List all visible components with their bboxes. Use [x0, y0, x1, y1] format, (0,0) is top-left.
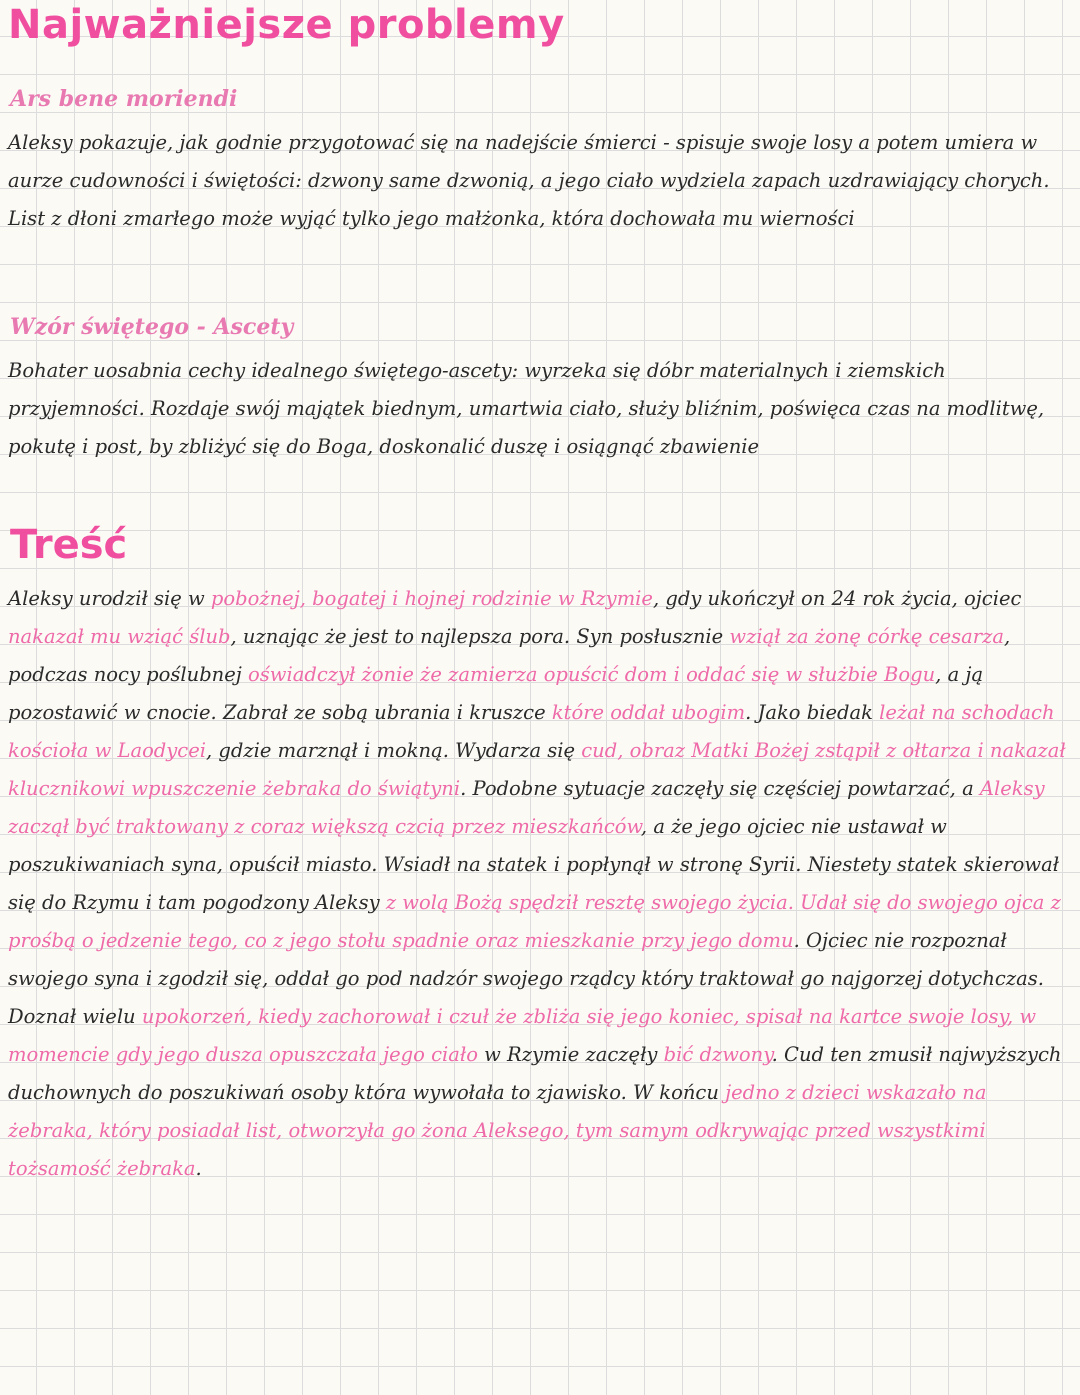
highlighted-text: pobożnej, bogatej i hojnej rodzinie w Rzymie — [210, 587, 653, 610]
content-segment: . Cud ten zmusił najwyższych duchownych do poszukiwań osoby która wywołała to zjawisko. W końcu — [8, 1043, 1062, 1104]
content-segment: , podczas nocy poślubnej — [8, 625, 1011, 686]
highlighted-text: wziął za żonę córkę cesarza — [729, 625, 1004, 648]
content-segment: w Rzymie zaczęły — [477, 1043, 664, 1066]
highlighted-text: oświadczył żonie że zamierza opuścić dom i oddać się w służbie Bogu — [248, 663, 936, 686]
content-segment: , gdy ukończył on 24 rok życia, ojciec — [652, 587, 1022, 610]
content-segment: . Ojciec nie rozpoznał swojego syna i zgodził się, oddał go pod nadzór swojego rządcy który traktował go najgorzej dotychczas. Doznał wielu — [8, 929, 1044, 1028]
highlighted-text: nakazał mu wziąć ślub — [8, 625, 231, 648]
content-segment: , gdzie marznął i mokną. Wydarza się — [206, 739, 582, 762]
content-segment: . Jako biedak — [745, 701, 880, 724]
highlighted-text: Aleksy zaczął być traktowany z coraz większą czcią przez mieszkańców — [8, 777, 1045, 838]
content-segment: . Podobne sytuacje zaczęły się częściej powtarzać, a — [460, 777, 980, 800]
section-heading-ascety: Wzór świętego - Ascety — [10, 314, 294, 340]
highlighted-text: cud, obraz Matki Bożej zstąpił z ołtarza i nakazał klucznikowi wpuszczenie żebraka do świątyni — [8, 739, 1066, 800]
highlighted-text: z wolą Bożą spędził resztę swojego życia. Udał się do swojego ojca z prośbą o jedzenie tego, co z jego stołu spadnie oraz mieszkanie przy jego domu — [8, 891, 1061, 952]
content-segment: , a że jego ojciec nie ustawał w poszukiwaniach syna, opuścił miasto. Wsiadł na statek i popłynął w stronę Syrii. Niestety statek skierował się do Rzymu i tam pogodzony Aleksy — [8, 815, 1060, 914]
page-title: Najważniejsze problemy — [8, 2, 565, 48]
highlighted-text: bić dzwony — [663, 1043, 772, 1066]
content-segment: , a ją pozostawić w cnocie. Zabrał ze sobą ubrania i kruszce — [8, 663, 984, 724]
content-segment: , uznając że jest to najlepsza pora. Syn posłusznie — [230, 625, 730, 648]
section-text-ascety: Bohater uosabnia cechy idealnego świętego-ascety: wyrzeka się dóbr materialnych i ziemskich przyjemności. Rozdaje swój majątek biednym, umartwia ciało, służy bliźnim, poświęca czas na modlitwę, pokutę i post, by zbliżyć się do Boga, doskonalić duszę i osiągnąć zbawienie — [8, 359, 1045, 458]
content-segment: Aleksy urodził się w — [8, 587, 211, 610]
content-text — [8, 580, 1070, 1188]
section-heading-ars: Ars bene moriendi — [10, 86, 238, 112]
highlighted-text: jedno z dzieci wskazało na żebraka, który posiadał list, otworzyła go żona Aleksego, tym samym odkrywając przed wszystkimi tożsamość żebraka — [8, 1081, 987, 1180]
highlighted-text: upokorzeń, kiedy zachorował i czuł że zbliża się jego koniec, spisał na kartce swoje losy, w momencie gdy jego dusza opuszczała jego ciało — [8, 1005, 1037, 1066]
content-title: Treść — [10, 522, 128, 568]
content-segment: . — [195, 1157, 202, 1180]
highlighted-text: leżał na schodach kościoła w Laodycei — [8, 701, 1055, 762]
section-text-ars: Aleksy pokazuje, jak godnie przygotować się na nadejście śmierci - spisuje swoje losy a potem umiera w aurze cudowności i świętości: dzwony same dzwonią, a jego ciało wydziela zapach uzdrawiający chorych. List z dłoni zmarłego może wyjąć tylko jego małżonka, która dochowała mu wierności — [8, 131, 1050, 230]
highlighted-text: które oddał ubogim — [551, 701, 746, 724]
